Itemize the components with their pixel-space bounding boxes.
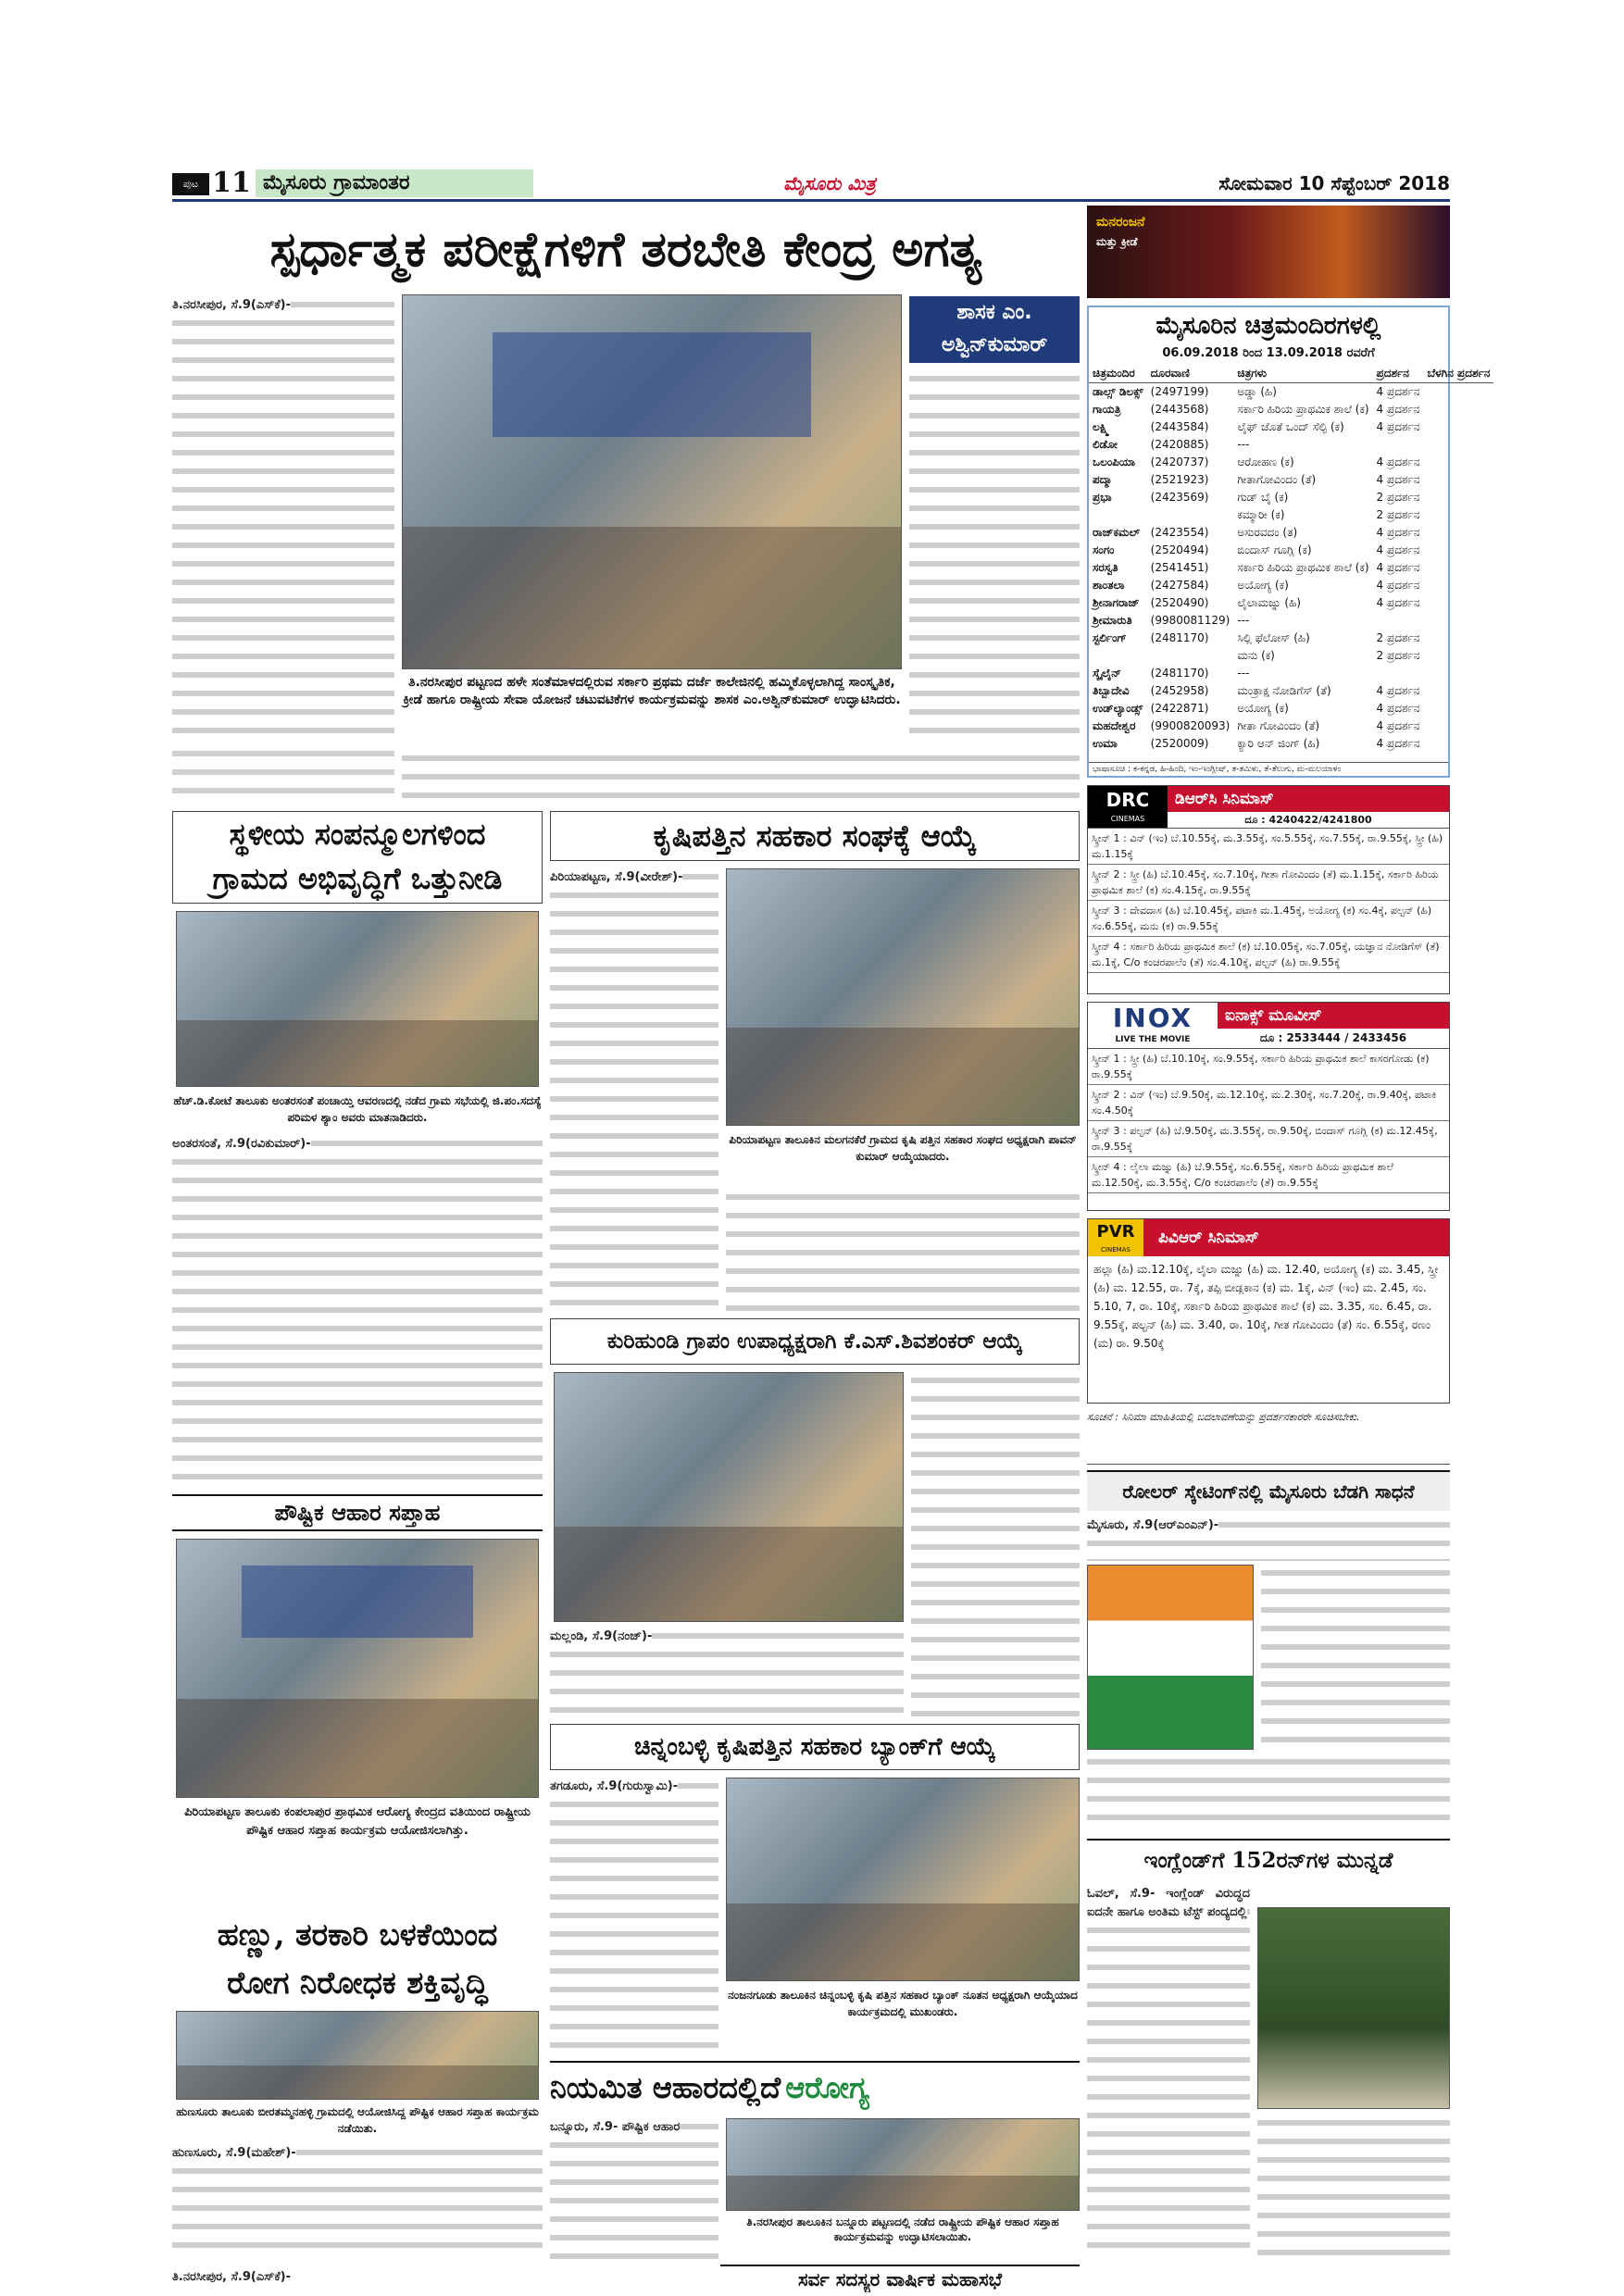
- theatre-shows: [1373, 612, 1424, 630]
- theatre-phone: (2481170): [1150, 667, 1209, 680]
- a3-headline-box: [550, 1318, 1080, 1365]
- theatre-morning: [1423, 436, 1493, 454]
- theatre-phone: (2452958): [1150, 684, 1209, 697]
- theatre-film: ಲೈಲಾಮಜ್ನು (ಹಿ): [1237, 596, 1301, 609]
- theatre-film: ಗುಡ್ ಬೈ (ಕ): [1237, 491, 1289, 504]
- a4-headline-box: [172, 1494, 543, 1531]
- theatre-phone: [1147, 506, 1234, 524]
- theatre-name: ಶಾಂತಲಾ: [1093, 579, 1125, 592]
- theatre-morning: [1423, 471, 1493, 489]
- theatre-shows: 4 ಪ್ರದರ್ಶನ: [1376, 543, 1420, 556]
- theatre-film: ---: [1237, 614, 1250, 627]
- theatre-shows: 2 ಪ್ರದರ್ಶನ: [1376, 631, 1420, 644]
- theatres-dates: 06.09.2018 ರಿಂದ 13.09.2018 ರವರೆಗೆ: [1162, 346, 1375, 360]
- theatre-name: ಒಲಂಪಿಯಾ: [1093, 455, 1135, 468]
- a3-body-right: [911, 1372, 1080, 1716]
- lead-photo: [402, 294, 902, 669]
- a4-caption: ಪಿರಿಯಾಪಟ್ಟಣ ತಾಲೂಕು ಕಂಪಲಾಪುರ ಪ್ರಾಥಮಿಕ ಆರೋಗ್ಯ ಕೇಂದ್ರದ ವತಿಯಿಂದ ರಾಷ್ಟ್ರೀಯ ಪೌಷ್ಟಿಕ ಆಹಾರ ಸಪ್ತಾಹ ಕಾರ್ಯಕ್ರಮ ಆಯೋಜಿಸಲಾಗಿತ್ತು.: [184, 1805, 531, 1838]
- theatre-row: [1089, 401, 1493, 418]
- theatre-row: [1089, 665, 1493, 682]
- theatre-morning: [1423, 594, 1493, 612]
- theatre-row: [1089, 559, 1493, 577]
- banner-label-2: ಮತ್ತು ಕ್ರೀಡೆ: [1096, 235, 1138, 248]
- theatre-film: ಗೀತಾಗೋವಿಂದಂ (ತೆ): [1237, 473, 1317, 486]
- theatre-shows: 4 ಪ್ರದರ್ಶನ: [1376, 702, 1420, 715]
- theatre-phone: (2521923): [1150, 473, 1209, 486]
- theatre-morning: [1423, 647, 1493, 665]
- lead-intro: ತಿ.ನರಸೀಪುರ, ಸೆ.9(ಎಸ್‌ಕೆ)-: [172, 296, 291, 315]
- th-morning: ಬೆಳಗಿನ ಪ್ರದರ್ಶನ: [1423, 365, 1493, 383]
- a8-headline-box: [720, 2265, 1080, 2292]
- th-theatre: ಚಿತ್ರಮಂದಿರ: [1089, 365, 1147, 383]
- sports1-body-right: [1261, 1565, 1450, 1750]
- sports2-photo: [1257, 1907, 1450, 2109]
- a2-photo: [726, 868, 1080, 1126]
- theatre-row: [1089, 418, 1493, 436]
- pvr-panel: [1087, 1218, 1450, 1404]
- drc-logo-text: DRC: [1106, 789, 1150, 811]
- theatre-row: [1089, 735, 1493, 753]
- theatre-row: [1089, 506, 1493, 524]
- theatre-row: [1089, 489, 1493, 506]
- a6-photo: [176, 2011, 539, 2100]
- theatre-phone: (2443568): [1150, 403, 1209, 416]
- inox-schedule: [1088, 1049, 1449, 1193]
- sports2-headline: ಇಂಗ್ಲೆಂಡ್‌ಗೆ 152ರನ್‌ಗಳ ಮುನ್ನಡೆ: [1143, 1848, 1393, 1873]
- a5-photo: [726, 1778, 1080, 1981]
- theatre-phone: (2420885): [1150, 438, 1209, 451]
- theatre-row: [1089, 700, 1493, 718]
- a5-body-left: [550, 1778, 718, 2055]
- sports1-photo: [1087, 1565, 1254, 1750]
- theatre-film: ಸಿಲ್ಲಿ ಫೆಲೋಸ್ (ಹಿ): [1237, 631, 1310, 644]
- theatre-name: [1089, 647, 1147, 665]
- theatre-film: ಅಯೋಗ್ಯ (ಕ): [1237, 702, 1289, 715]
- a2-caption: ಪಿರಿಯಾಪಟ್ಟಣ ತಾಲೂಕಿನ ಮಲಗನಕೆರೆ ಗ್ರಾಮದ ಕೃಷಿ ಪತ್ತಿನ ಸಹಕಾರ ಸಂಘದ ಅಧ್ಯಕ್ಷರಾಗಿ ಪಾವನ್ ಕುಮಾರ್ ಆಯ್ಕೆಯಾದರು.: [729, 1133, 1077, 1163]
- a8-headline: ಸರ್ವ ಸದಸ್ಯರ ವಾರ್ಷಿಕ ಮಹಾಸಭೆ: [797, 2268, 1003, 2290]
- a7-intro: ಬನ್ನೂರು, ಸೆ.9- ಪೌಷ್ಟಿಕ ಆಹಾರ: [550, 2120, 681, 2134]
- theatre-row: [1089, 612, 1493, 630]
- theatre-phone: (2423554): [1150, 526, 1209, 539]
- a1-intro: ಅಂತರಸಂತೆ, ಸೆ.9(ರವಿಕುಮಾರ್)-: [172, 1137, 311, 1151]
- theatre-row: [1089, 524, 1493, 542]
- theatre-morning: [1423, 682, 1493, 700]
- theatre-morning: [1423, 735, 1493, 753]
- page-number: 11: [212, 167, 251, 199]
- theatre-row: [1089, 471, 1493, 489]
- theatre-phone: (9980081129): [1150, 614, 1230, 627]
- theatre-phone: (2520494): [1150, 543, 1209, 556]
- inox-logo-text: INOX: [1112, 1003, 1193, 1033]
- theatre-row: [1089, 630, 1493, 647]
- masthead: [172, 169, 1450, 197]
- theatre-shows: 4 ಪ್ರದರ್ಶನ: [1376, 420, 1420, 433]
- theatre-morning: [1423, 612, 1493, 630]
- theatre-row: [1089, 647, 1493, 665]
- theatre-row: [1089, 542, 1493, 559]
- a1-headline-2: ಗ್ರಾಮದ ಅಭಿವೃದ್ಧಿಗೆ ಒತ್ತುನೀಡಿ: [212, 861, 503, 896]
- pvr-title: ಪಿವಿಆರ್ ಸಿನಿಮಾಸ್: [1143, 1219, 1449, 1256]
- theatre-phone: [1147, 647, 1234, 665]
- inox-phone: ದೂ : 2533444 / 2433456: [1259, 1031, 1407, 1044]
- theatre-morning: [1423, 577, 1493, 594]
- theatre-phone: (2520490): [1150, 596, 1209, 609]
- pvr-logo-text: PVR: [1096, 1222, 1135, 1242]
- a7-headline-green: ಆರೋಗ್ಯ: [785, 2070, 869, 2105]
- sports1-body-bottom: [1087, 1753, 1450, 1833]
- theatre-morning: [1423, 665, 1493, 682]
- drc-screen-row: ಸ್ಕ್ರೀನ್ 1 : ವಿನ್ (ಇಂ) ಬೆ.10.55ಕ್ಕೆ, ಮ.3.55ಕ್ಕೆ, ಸಂ.5.55ಕ್ಕೆ, ಸಂ.7.55ಕ್ಕೆ, ರಾ.9.55ಕ್ಕೆ, ಸ್ತ್ರೀ (ಹಿ) ಮ.1.15ಕ್ಕೆ: [1088, 829, 1449, 865]
- theatre-name: ರಾಜ್‌ಕಮಲ್: [1093, 526, 1141, 539]
- inox-logo-sub: LIVE THE MOVIE: [1115, 1035, 1191, 1044]
- theatre-morning: [1423, 559, 1493, 577]
- theatre-name: ಪ್ರಭಾ: [1093, 491, 1112, 504]
- a6-caption: ಹುಣಸೂರು ತಾಲೂಕು ಬೀರತಮ್ಮನಹಳ್ಳಿ ಗ್ರಾಮದಲ್ಲಿ ಆಯೋಜಿಸಿದ್ದ ಪೌಷ್ಟಿಕ ಆಹಾರ ಸಪ್ತಾಹ ಕಾರ್ಯಕ್ರಮ ನಡೆಯಿತು.: [176, 2105, 539, 2135]
- theatre-row: [1089, 383, 1493, 402]
- theatre-name: ಶ್ರೀನಾಗರಾಜ್: [1093, 596, 1140, 609]
- a8-intro: ತಿ.ನರಸೀಪುರ, ಸೆ.9(ಎಸ್‌ಕೆ)-: [172, 2270, 292, 2284]
- theatre-film: ಅಸುರವದಂ (ತ): [1237, 526, 1298, 539]
- lead-col-bottom-left: [172, 745, 394, 805]
- theatre-morning: [1423, 718, 1493, 735]
- theatre-shows: 2 ಪ್ರದರ್ಶನ: [1376, 508, 1420, 521]
- drc-logo: [1088, 786, 1168, 828]
- theatre-shows: 4 ಪ್ರದರ್ಶನ: [1376, 596, 1420, 609]
- theatre-film: ---: [1237, 667, 1250, 680]
- theatres-title: ಮೈಸೂರಿನ ಚಿತ್ರಮಂದಿರಗಳಲ್ಲಿ: [1156, 312, 1381, 340]
- drc-logo-sub: CINEMAS: [1110, 815, 1145, 823]
- theatre-morning: [1423, 630, 1493, 647]
- a6-headline-box: [172, 1911, 543, 2007]
- theatre-film: ಗೀತಾ ಗೋವಿಂದಂ (ತೆ): [1237, 719, 1320, 732]
- theatre-shows: 4 ಪ್ರದರ್ಶನ: [1376, 526, 1420, 539]
- theatre-shows: 4 ಪ್ರದರ್ಶನ: [1376, 473, 1420, 486]
- banner-label-1: ಮನರಂಜನೆ: [1096, 215, 1145, 230]
- theatre-shows: 4 ಪ್ರದರ್ಶನ: [1376, 455, 1420, 468]
- sports2-body-right: [1257, 2115, 1450, 2259]
- theatre-name: ಸ್ಟರ್ಲಿಂಗ್: [1093, 631, 1127, 644]
- drc-title: ಡಿಆರ್‌ಸಿ ಸಿನಿಮಾಸ್: [1168, 786, 1449, 812]
- theatre-phone: (2420737): [1150, 455, 1209, 468]
- theatre-shows: [1373, 665, 1424, 682]
- a7-photo: [726, 2118, 1080, 2211]
- theatre-phone: (2443584): [1150, 420, 1209, 433]
- lead-tag-box: [909, 296, 1080, 363]
- inox-screen-row: ಸ್ಕ್ರೀನ್ 1 : ಸ್ತ್ರೀ (ಹಿ) ಬೆ.10.10ಕ್ಕೆ, ಸಂ.9.55ಕ್ಕೆ, ಸರ್ಕಾರಿ ಹಿರಿಯ ಪ್ರಾಥಮಿಕ ಶಾಲೆ ಕಾಸರಗೋಡು (ಕ) ರಾ.9.55ಕ್ಕೆ: [1088, 1049, 1449, 1085]
- a3-intro: ಮಲ್ಲಂಡಿ, ಸೆ.9(ನಂಜ್)-: [550, 1629, 653, 1643]
- a1-headline-1: ಸ್ಥಳೀಯ ಸಂಪನ್ಮೂಲಗಳಿಂದ: [229, 817, 486, 852]
- theatre-shows: 4 ಪ್ರದರ್ಶನ: [1376, 403, 1420, 416]
- theatre-morning: [1423, 700, 1493, 718]
- th-shows: ಪ್ರದರ್ಶನ: [1373, 365, 1424, 383]
- sports1-intro: ಮೈಸೂರು, ಸೆ.9(ಆರ್‌ಎಂಎನ್)-: [1087, 1518, 1219, 1532]
- th-films: ಚಿತ್ರಗಳು: [1233, 365, 1372, 383]
- pvr-logo-sub: CINEMAS: [1101, 1246, 1131, 1254]
- theatre-film: ಅಡ್ಡಾ (ಹಿ): [1237, 385, 1277, 398]
- a4-headline: ಪೌಷ್ಟಿಕ ಆಹಾರ ಸಪ್ತಾಹ: [274, 1499, 441, 1526]
- a3-photo: [554, 1372, 904, 1622]
- theatre-morning: [1423, 418, 1493, 436]
- theatres-table-header: [1089, 365, 1493, 383]
- lead-photo-caption: ತಿ.ನರಸೀಪುರ ಪಟ್ಟಣದ ಹಳೇ ಸಂತೆಮಾಳದಲ್ಲಿರುವ ಸರ್ಕಾರಿ ಪ್ರಥಮ ದರ್ಜೆ ಕಾಲೇಜಿನಲ್ಲಿ ಹಮ್ಮಿಕೊಳ್ಳಲಾಗಿದ್ದ ಸಾಂಸ್ಕೃತಿಕ, ಕ್ರೀಡೆ ಹಾಗೂ ರಾಷ್ಟ್ರೀಯ ಸೇವಾ ಯೋಜನೆ ಚಟುವಟಿಕೆಗಳ ಕಾರ್ಯಕ್ರಮವನ್ನು ಶಾಸಕ ಎಂ.ಅಶ್ವಿನ್‌ಕುಮಾರ್ ಉದ್ಘಾಟಿಸಿದರು.: [403, 675, 901, 707]
- a3-headline: ಕುರಿಹುಂಡಿ ಗ್ರಾಪಂ ಉಪಾಧ್ಯಕ್ಷರಾಗಿ ಕೆ.ಎಸ್.ಶಿವಶಂಕರ್ ಆಯ್ಕೆ: [606, 1329, 1023, 1354]
- theatre-film: ಮನು (ಕ): [1237, 649, 1275, 662]
- a7-caption: ತಿ.ನರಸೀಪುರ ತಾಲೂಕಿನ ಬನ್ನೂರು ಪಟ್ಟಣದಲ್ಲಿ ನಡೆದ ರಾಷ್ಟ್ರೀಯ ಪೌಷ್ಟಿಕ ಆಹಾರ ಸಪ್ತಾಹ ಕಾರ್ಯಕ್ರಮವನ್ನು ಉದ್ಘಾಟಿಸಲಾಯಿತು.: [746, 2215, 1059, 2243]
- theatre-shows: 4 ಪ್ರದರ್ಶನ: [1376, 737, 1420, 750]
- theatre-name: ಮಹದೇಶ್ವರ: [1093, 719, 1136, 732]
- inox-screen-row: ಸ್ಕ್ರೀನ್ 4 : ಲೈಲಾ ಮಜ್ನು (ಹಿ) ಬೆ.9.55ಕ್ಕೆ, ಸಂ.6.55ಕ್ಕೆ, ಸರ್ಕಾರಿ ಹಿರಿಯ ಪ್ರಾಥಮಿಕ ಶಾಲೆ ಮ.12.50ಕ್ಕೆ, ಮ.3.55ಕ್ಕೆ, C/o ಕಂಚರಪಾಲೆಂ (ತೆ) ರಾ.9.55ಕ್ಕೆ: [1088, 1157, 1449, 1193]
- drc-screen-row: ಸ್ಕ್ರೀನ್ 4 : ಸರ್ಕಾರಿ ಹಿರಿಯ ಪ್ರಾಥಮಿಕ ಶಾಲೆ (ಕ) ಬೆ.10.05ಕ್ಕೆ, ಸಂ.7.05ಕ್ಕೆ, ಯಜ್ಞಾನ ನೋಡಿಗೆಸ್ (ತೆ) ಮ.1ಕ್ಕೆ, C/o ಕಂಚರಪಾಲೆಂ (ತೆ) ಸಂ.4.10ಕ್ಕೆ, ಪಲ್ಟನ್ (ಹಿ) ರಾ.9.55ಕ್ಕೆ: [1088, 937, 1449, 973]
- newspaper-name: ಮೈಸೂರು ಮಿತ್ರ: [783, 172, 876, 194]
- theatre-film: ಲೈಫ್ ಜೊತೆ ಒಂದ್ ಸೆಲ್ಫಿ (ಕ): [1237, 420, 1344, 433]
- theatre-name: ಸಂಗಂ: [1093, 543, 1115, 556]
- a7-headline: ನಿಯಮಿತ ಆಹಾರದಲ್ಲಿದೆ: [550, 2070, 781, 2105]
- theatre-name: ಉಮಾ: [1093, 737, 1118, 750]
- a6-headline-2: ರೋಗ ನಿರೋಧಕ ಶಕ್ತಿವೃದ್ಧಿ: [227, 1965, 488, 2001]
- theatre-name: ಡಾಲ್ಸ್ ಡಿಲಕ್ಸ್: [1093, 385, 1143, 398]
- theatre-film: ಅಯೋಗ್ಯ (ಕ): [1237, 579, 1289, 592]
- a1-body: [172, 1135, 543, 1487]
- a5-intro: ತಗಡೂರು, ಸೆ.9(ಗುರುಸ್ವಾಮಿ)-: [550, 1779, 679, 1793]
- a2-intro: ಪಿರಿಯಾಪಟ್ಟಣ, ಸೆ.9(ವೀರೇಶ್)-: [550, 870, 683, 884]
- a6-headline-1: ಹಣ್ಣು, ತರಕಾರಿ ಬಳಕೆಯಿಂದ: [217, 1916, 498, 1953]
- sports1-headline: ರೋಲರ್ ಸ್ಕೇಟಿಂಗ್‌ನಲ್ಲಿ ಮೈಸೂರು ಬೆಡಗಿ ಸಾಧನೆ: [1122, 1480, 1415, 1503]
- a5-headline: ಚಿನ್ನಂಬಳ್ಳಿ ಕೃಷಿಪತ್ತಿನ ಸಹಕಾರ ಬ್ಯಾಂಕ್‌ಗೆ ಆಯ್ಕೆ: [633, 1733, 995, 1761]
- a7-body-left: [550, 2118, 718, 2259]
- a6-intro: ಹುಣಸೂರು, ಸೆ.9(ಮಹೇಶ್)-: [172, 2146, 296, 2160]
- theatre-row: [1089, 718, 1493, 735]
- theatre-film: ಬಿಂದಾಸ್ ಗೂಗ್ಲಿ (ಕ): [1237, 543, 1312, 556]
- inox-logo: [1088, 1003, 1218, 1048]
- theatre-phone: (2541451): [1150, 561, 1209, 574]
- lead-intro-col: [172, 296, 394, 741]
- a3-body-bottom: [550, 1628, 904, 1716]
- theatre-row: [1089, 436, 1493, 454]
- sports1-headline-box: [1087, 1470, 1450, 1511]
- theatre-name: ಸರಸ್ವತಿ: [1093, 561, 1118, 574]
- theatre-row: [1089, 682, 1493, 700]
- theatre-name: ತಿಬ್ಬಾದೇವಿ: [1093, 684, 1130, 697]
- inox-title: ಐನಾಕ್ಸ್ ಮೂವೀಸ್: [1218, 1003, 1449, 1029]
- theatre-film: ಕ್ಯಾರಿ ಆನ್ ಜಿಂಗ್ (ಹಿ): [1237, 737, 1320, 750]
- a2-body-left: [550, 868, 718, 1313]
- theatre-shows: 2 ಪ್ರದರ್ಶನ: [1376, 491, 1420, 504]
- theatre-phone: (2497199): [1150, 385, 1209, 398]
- a2-headline: ಕೃಷಿಪತ್ತಿನ ಸಹಕಾರ ಸಂಘಕ್ಕೆ ಆಯ್ಕೆ: [653, 818, 977, 854]
- theatre-morning: [1423, 489, 1493, 506]
- theatre-name: ಗಾಯತ್ರಿ: [1093, 403, 1121, 416]
- a2-headline-box: [550, 811, 1080, 861]
- theatre-film: ಸರ್ಕಾರಿ ಹಿರಿಯ ಪ್ರಾಥಮಿಕ ಶಾಲೆ (ಕ): [1237, 403, 1369, 416]
- page-label: ಪುಟ: [172, 173, 209, 195]
- theatre-morning: [1423, 383, 1493, 402]
- theatres-table: [1089, 365, 1493, 753]
- a5-caption: ನಂಜನಗೂಡು ತಾಲೂಕಿನ ಚಿನ್ನಂಬಳ್ಳಿ ಕೃಷಿ ಪತ್ತಿನ ಸಹಕಾರ ಬ್ಯಾಂಕ್ ನೂತನ ಅಧ್ಯಕ್ಷರಾಗಿ ಆಯ್ಕೆಯಾದ ಕಾರ್ಯಕ್ರಮದಲ್ಲಿ ಮುಖಂಡರು.: [728, 1989, 1078, 2018]
- inox-panel: [1087, 1002, 1450, 1211]
- theatre-shows: 2 ಪ್ರದರ್ಶನ: [1376, 649, 1420, 662]
- theatre-name: ಸ್ಕೈಲೈನ್: [1093, 667, 1121, 680]
- theatre-morning: [1423, 454, 1493, 471]
- inox-screen-row: ಸ್ಕ್ರೀನ್ 2 : ವಿನ್ (ಇಂ) ಬೆ.9.50ಕ್ಕೆ, ಮ.12.10ಕ್ಕೆ, ಮ.2.30ಕ್ಕೆ, ಸಂ.7.20ಕ್ಕೆ, ರಾ.9.40ಕ್ಕೆ, ಪಟಾಕಿ ಸಂ.4.50ಕ್ಕೆ: [1088, 1085, 1449, 1121]
- drc-phone: ದೂ : 4240422/4241800: [1244, 814, 1372, 826]
- drc-panel: [1087, 785, 1450, 994]
- theatre-name: ಪದ್ಮಾ: [1093, 473, 1113, 486]
- theatre-shows: 4 ಪ್ರದರ್ಶನ: [1376, 719, 1420, 732]
- theatre-shows: 4 ಪ್ರದರ್ಶನ: [1376, 579, 1420, 592]
- issue-date: ಸೋಮವಾರ 10 ಸೆಪ್ಟೆಂಬರ್ 2018: [1218, 172, 1450, 194]
- pvr-schedule: ಹಲ್ಲಾ (ಹಿ) ಮ.12.10ಕ್ಕೆ, ಲೈಲಾ ಮಜ್ನು (ಹಿ) ಮ. 12.40, ಅಯೋಗ್ಯ (ಕ) ಮ. 3.45, ಸ್ತ್ರೀ (ಹಿ) ಮ. 12.55, ರಾ. 7ಕ್ಕೆ, ತಪ್ಪಿ ಬೀಡ್ಲಕಾನ (ಕ) ಮ. 1ಕ್ಕೆ, ವಿನ್ (ಇಂ) ಮ. 2.45, ಸಂ. 5.10, 7, ರಾ. 10ಕ್ಕೆ, ಸರ್ಕಾರಿ ಹಿರಿಯ ಪ್ರಾಥಮಿಕ ಶಾಲೆ (ಕ) ಮ. 3.35, ಸಂ. 6.45, ರಾ. 9.55ಕ್ಕೆ, ಪಲ್ಟನ್ (ಹಿ) ಮ. 3.40, ರಾ. 10ಕ್ಕೆ, ಗೀತ ಗೋವಿಂದಂ (ತೆ) ಸಂ. 6.55ಕ್ಕೆ, ರಣಂ (ಮ) ರಾ. 9.50ಕ್ಕೆ: [1093, 1263, 1439, 1350]
- a1-headline-box: [172, 811, 543, 904]
- theatre-phone: (2481170): [1150, 631, 1209, 644]
- theatre-morning: [1423, 506, 1493, 524]
- masthead-rule: [172, 199, 1450, 202]
- drc-schedule: [1088, 829, 1449, 973]
- theatre-name: ಲಕ್ಷ್ಮಿ: [1093, 420, 1109, 433]
- theatre-phone: (2423569): [1150, 491, 1209, 504]
- theatre-morning: [1423, 401, 1493, 418]
- a2-body-right: [726, 1189, 1080, 1313]
- theatre-phone: (2520009): [1150, 737, 1209, 750]
- theatres-legend: ಭಾಷಾಸೂಚಿ : ಕ-ಕನ್ನಡ, ಹಿ-ಹಿಂದಿ, ಇಂ-ಇಂಗ್ಲೀಷ್, ತ-ತಮಿಳು, ತೆ-ತೆಲುಗು, ಮ-ಮಲಯಾಳಂ: [1089, 762, 1448, 776]
- theatre-name: ಶ್ರೀಮಾರುತಿ: [1093, 614, 1132, 627]
- a5-headline-box: [550, 1724, 1080, 1770]
- theatre-phone: (9900820093): [1150, 719, 1230, 732]
- theatre-row: [1089, 594, 1493, 612]
- sports2-intro: ಓವಲ್, ಸೆ.9- ಇಂಗ್ಲೆಂಡ್ ವಿರುದ್ಧದ ಐದನೇ ಹಾಗೂ ಅಂತಿಮ ಟೆಸ್ಟ್ ಪಂದ್ಯದಲ್ಲಿ: [1087, 1887, 1250, 1919]
- sports1-body-top: [1087, 1516, 1450, 1561]
- cinema-note: ಸೂಚನೆ : ಸಿನಿಮಾ ಮಾಹಿತಿಯಲ್ಲಿ ಬದಲಾವಣೆಯನ್ನು ಪ್ರದರ್ಶನಕಾರರೇ ಸೂಚಿಸಬೇಕು.: [1087, 1409, 1450, 1465]
- lead-tag-line2: ಅಶ್ವಿನ್‌ಕುಮಾರ್: [941, 333, 1048, 356]
- theatre-name: ಉಡ್‌ಲ್ಯಾಂಡ್ಸ್: [1093, 702, 1143, 715]
- theatre-shows: 4 ಪ್ರದರ್ಶನ: [1376, 561, 1420, 574]
- section-title: ಮೈಸೂರು ಗ್ರಾಮಾಂತರ: [256, 169, 533, 197]
- a6-body: [172, 2144, 543, 2259]
- inox-screen-row: ಸ್ಕ್ರೀನ್ 3 : ಪಲ್ಟನ್ (ಹಿ) ಬೆ.9.50ಕ್ಕೆ, ಮ.3.55ಕ್ಕೆ, ರಾ.9.50ಕ್ಕೆ, ಬಿಂದಾಸ್ ಗೂಗ್ಲಿ (ಕ) ಮ.12.45ಕ್ಕೆ, ರಾ.9.55ಕ್ಕೆ: [1088, 1121, 1449, 1157]
- theatre-name: [1089, 506, 1147, 524]
- theatre-phone: (2422871): [1150, 702, 1209, 715]
- lead-tag-line1: ಶಾಸಕ ಎಂ.: [956, 301, 1032, 324]
- theatre-film: ಆರೋಹಣ (ಕ): [1237, 455, 1294, 468]
- pvr-logo: [1088, 1219, 1143, 1256]
- a1-photo: [176, 911, 539, 1087]
- theatre-film: ಸರ್ಕಾರಿ ಹಿರಿಯ ಪ್ರಾಥಮಿಕ ಶಾಲೆ (ಕ): [1237, 561, 1369, 574]
- theatre-shows: 4 ಪ್ರದರ್ಶನ: [1376, 385, 1420, 398]
- sports2-body-left: [1087, 1885, 1250, 2259]
- a4-photo: [176, 1539, 539, 1798]
- a1-caption: ಹೆಚ್.ಡಿ.ಕೋಟೆ ತಾಲೂಕು ಅಂತರಸಂತೆ ಪಂಚಾಯ್ತಿ ಆವರಣದಲ್ಲಿ ನಡೆದ ಗ್ರಾಮ ಸಭೆಯಲ್ಲಿ ಜಿ.ಪಂ.ಸದಸ್ಯೆ ಪರಿಮಳ ಶ್ಯಾಂ ಅವರು ಮಾತನಾಡಿದರು.: [173, 1094, 542, 1124]
- th-phone: ದೂರವಾಣಿ: [1147, 365, 1234, 383]
- theatre-morning: [1423, 542, 1493, 559]
- theatres-panel: [1087, 306, 1491, 778]
- theatre-row: [1089, 454, 1493, 471]
- theatre-shows: 4 ಪ್ರದರ್ಶನ: [1376, 684, 1420, 697]
- theatre-row: [1089, 577, 1493, 594]
- theatre-film: ಕಮ್ಮಾರೀ (ಕ): [1237, 508, 1285, 521]
- theatre-film: ---: [1237, 438, 1250, 451]
- lead-col-bottom: [402, 750, 1080, 805]
- a7-headline-box: [550, 2061, 1080, 2113]
- lead-headline: ಸ್ಪರ್ಧಾತ್ಮಕ ಪರೀಕ್ಷೆಗಳಿಗೆ ತರಬೇತಿ ಕೇಂದ್ರ ಅಗತ್ಯ: [269, 221, 982, 278]
- lead-col-right: [909, 370, 1080, 741]
- theatre-shows: [1373, 436, 1424, 454]
- theatre-name: ಲಿಡೋ: [1093, 438, 1118, 451]
- drc-screen-row: ಸ್ಕ್ರೀನ್ 2 : ಸ್ತ್ರೀ (ಹಿ) ಬೆ.10.45ಕ್ಕೆ, ಸಂ.7.10ಕ್ಕೆ, ಗೀತಾ ಗೋವಿಂದಂ (ತೆ) ಮ.1.15ಕ್ಕೆ, ಸರ್ಕಾರಿ ಹಿರಿಯ ಪ್ರಾಥಮಿಕ ಶಾಲೆ (ಕ) ಸಂ.4.15ಕ್ಕೆ, ರಾ.9.55ಕ್ಕೆ: [1088, 865, 1449, 901]
- theatre-morning: [1423, 524, 1493, 542]
- entertainment-banner: [1087, 206, 1450, 298]
- drc-screen-row: ಸ್ಕ್ರೀನ್ 3 : ದೇವದಾಸ (ಹಿ) ಬೆ.10.45ಕ್ಕೆ, ಪಟಾಕಿ ಮ.1.45ಕ್ಕೆ, ಅಯೋಗ್ಯ (ಕ) ಸಂ.4ಕ್ಕೆ, ಪಲ್ಟನ್ (ಹಿ) ಸಂ.6.55ಕ್ಕೆ, ಮನು (ಕ) ರಾ.9.55ಕ್ಕೆ: [1088, 901, 1449, 937]
- theatre-film: ಮಂತ್ರಾಕ್ಷ ನೋಡಿಗೆಸ್ (ತೆ): [1237, 684, 1331, 697]
- theatre-phone: (2427584): [1150, 579, 1209, 592]
- sports2-headline-box: [1087, 1839, 1450, 1881]
